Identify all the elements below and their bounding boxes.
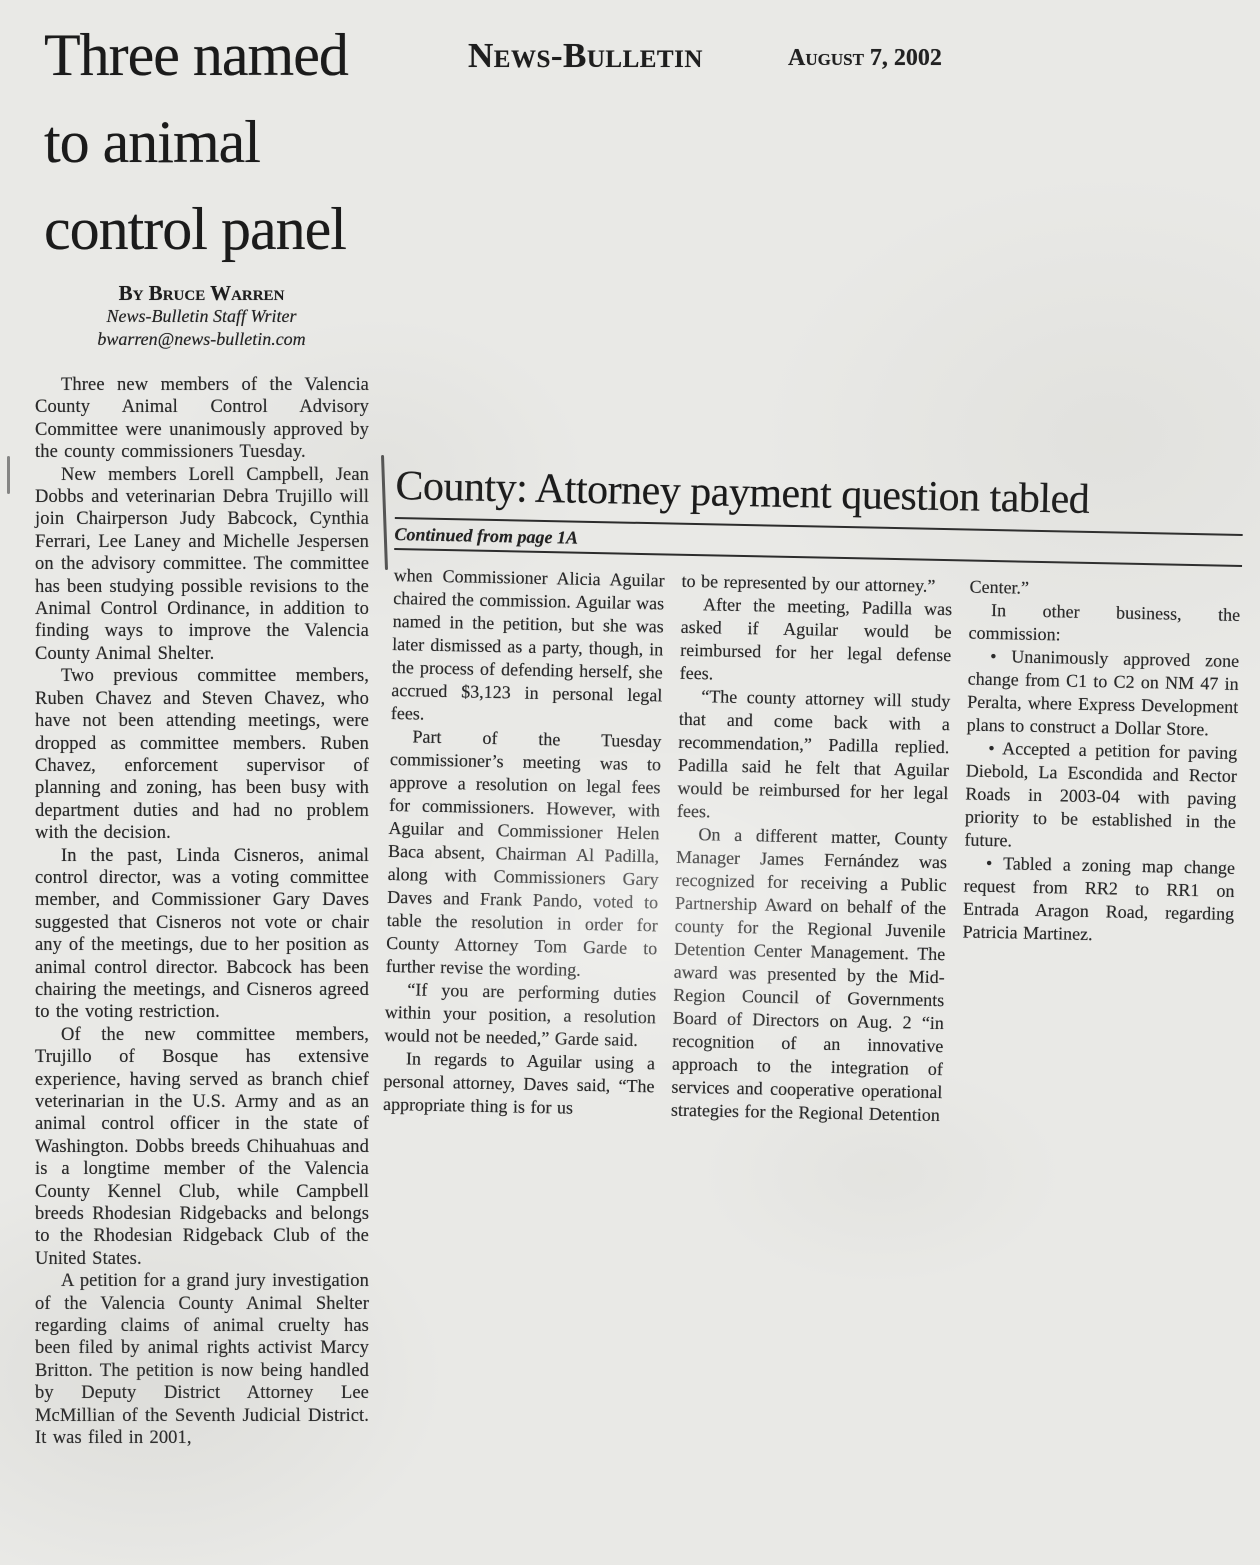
byline-role: News-Bulletin Staff Writer [106, 306, 297, 326]
left-article-headline [44, 12, 384, 273]
column-divider-line [381, 455, 388, 570]
byline-author: By Bruce Warren [118, 281, 285, 305]
county-article [383, 460, 1244, 1133]
article-paragraph: In other business, the commission: [968, 599, 1241, 645]
county-column-1 [383, 564, 665, 1121]
county-column-2 [671, 570, 953, 1127]
article-paragraph: “If you are performing duties within your position, a resolution would not be needed,” Garde said. [384, 979, 657, 1050]
headline-line-2: to animal [44, 109, 260, 175]
article-bullet-paragraph: • Tabled a zoning map change request from RR2 to RR1 on Entrada Aragon Road, regarding Patricia Martinez. [962, 852, 1236, 945]
left-article-body [35, 374, 369, 1450]
article-paragraph: Part of the Tuesday commissioner’s meeting was to approve a resolution on legal fees for commissioners. However, with Aguilar and Commissioner Helen Baca absent, Chairman Al Padilla, along with Commissioners Gary Daves and Frank Pando, voted to table the resolution in order for County Attorney Tom Garde to further revise the wording. [385, 726, 662, 980]
article-paragraph: In the past, Linda Cisneros, animal control director, was a voting committee member, and Commissioner Gary Daves suggested that Cisneros not vote or chair any of the meetings, due to her position as animal control director. Babcock has been chairing the meetings, and Cisneros agreed to the voting restriction. [35, 845, 369, 1023]
article-paragraph: In regards to Aguilar using a personal attorney, Daves said, “The appropriate thing is for us [382, 1048, 656, 1118]
article-paragraph: Of the new committee members, Trujillo of Bosque has extensive experience, having served as branch chief veterinarian in the U.S. Army and as an animal control officer in the state of Washington. Dobbs breeds Chihuahuas and is a longtime member of the Valencia County Kennel Club, while Campbell breeds Rhodesian Ridgebacks and belongs to the Rhodesian Ridgeback Club of the United States. [35, 1024, 369, 1269]
article-paragraph: “The county attorney will study that and come back with a recommendation,” Padilla replied. Padilla said he felt that Aguilar would be reimbursed for her legal fees. [676, 686, 951, 822]
county-article-headline: County: Attorney payment question tabled [395, 462, 1090, 523]
county-article-columns [383, 564, 1242, 1133]
article-paragraph: Center.” [969, 576, 1030, 598]
scan-artifact-mark [7, 456, 10, 494]
newspaper-masthead: News-Bulletin [468, 36, 703, 75]
article-paragraph: Three new members of the Valencia County Animal Control Advisory Committee were unanimously approved by the county commissioners Tuesday. [35, 375, 369, 463]
issue-date: August 7, 2002 [788, 45, 942, 71]
article-paragraph: to be represented by our attorney.” [681, 570, 936, 596]
headline-line-3: control panel [44, 196, 346, 262]
article-bullet-paragraph: • Unanimously approved zone change from C1 to C2 on NM 47 in Peralta, where Express Development plans to construct a Dollar Store. [966, 645, 1240, 740]
article-paragraph: On a different matter, County Manager James Fernández was recognized for receiving a Public Partnership Award on behalf of the county for the Regional Juvenile Detention Center Management. The award was presented by the Mid-Region Council of Governments Board of Directors on Aug. 2 “in recognition of an innovative approach to the integration of services and cooperative operational strategies for the Regional Detention [670, 824, 948, 1126]
article-paragraph: New members Lorell Campbell, Jean Dobbs and veterinarian Debra Trujillo will join Chairperson Judy Babcock, Cynthia Ferrari, Lee Laney and Michelle Jespersen on the advisory committee. The committee has been studying possible revisions to the Animal Control Ordinance, in addition to finding ways to improve the Valencia County Animal Shelter. [35, 464, 369, 664]
article-paragraph: Two previous committee members, Ruben Chavez and Steven Chavez, who have not been attending meetings, were dropped as committee members. Ruben Chavez, enforcement supervisor of planning and zoning, has been busy with department duties and had no problem with the decision. [35, 666, 369, 844]
byline-email: bwarren@news-bulletin.com [97, 329, 306, 349]
article-paragraph: when Commissioner Alicia Aguilar chaired the commission. Aguilar was named in the petition, but she was later dismissed as a party, though, in the process of defending herself, she accrued $3,123 in personal legal fees. [390, 564, 665, 724]
article-paragraph: After the meeting, Padilla was asked if Aguilar would be reimbursed for her legal defense fees. [679, 594, 953, 684]
county-column-3 [959, 576, 1241, 1133]
article-bullet-paragraph: • Accepted a petition for paving Diebold, La Escondida and Rector Roads in 2003-04 with paving priority to be established in the future. [964, 737, 1238, 851]
byline-block [35, 281, 368, 351]
article-paragraph: A petition for a grand jury investigation of the Valencia County Animal Shelter regarding claims of animal cruelty has been filed by animal rights activist Marcy Britton. The petition is now being handled by Deputy District Attorney Lee McMillian of the Seventh Judicial District. It was filed in 2001, [35, 1271, 369, 1449]
continued-from-note: Continued from page 1A [394, 523, 579, 548]
headline-line-1: Three named [44, 22, 348, 88]
